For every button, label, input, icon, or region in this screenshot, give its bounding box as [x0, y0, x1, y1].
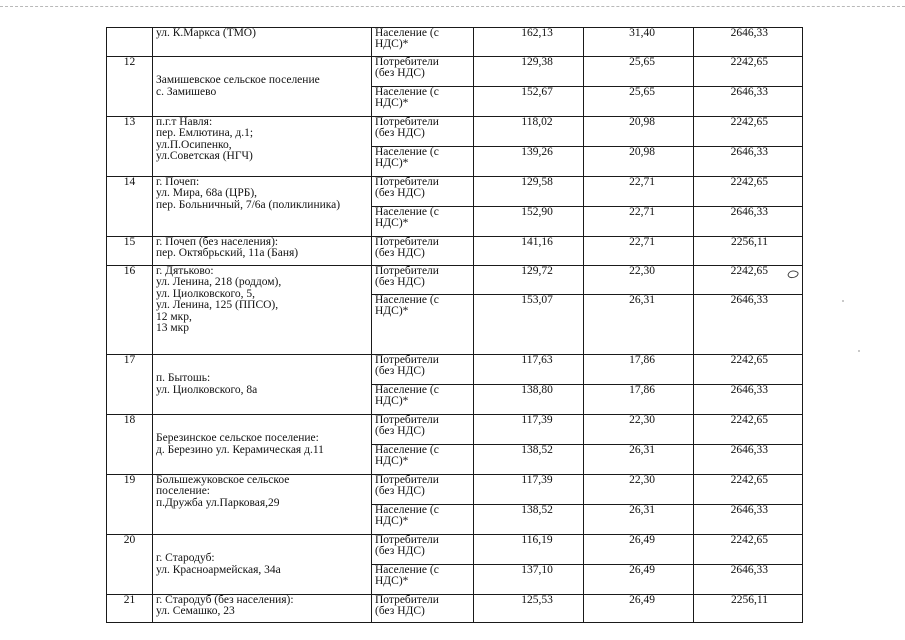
tariff-value-1: 117,39 — [474, 475, 584, 505]
page-top-edge — [0, 6, 905, 7]
tariff-value-3: 2242,65 — [694, 117, 803, 147]
tariff-value-1: 152,90 — [474, 207, 584, 237]
consumer-category — [372, 565, 474, 595]
address-line: ул.П.Осипенко, — [156, 138, 232, 151]
tariff-value-2: 22,71 — [584, 237, 694, 266]
address-line: п.Дружба ул.Парковая,29 — [156, 496, 280, 509]
tariff-value-1: 153,07 — [474, 295, 584, 355]
category-line: Потребители — [375, 176, 439, 188]
tariff-value-2: 25,65 — [584, 57, 694, 87]
tariff-value-3: 2646,33 — [694, 565, 803, 595]
table-row — [107, 28, 803, 57]
category-line: (без НДС) — [375, 605, 425, 618]
category-line: (без НДС) — [375, 247, 425, 260]
row-number — [107, 28, 153, 57]
table-row — [107, 237, 803, 266]
tariff-value-1: 125,53 — [474, 595, 584, 623]
consumer-category — [372, 445, 474, 475]
tariff-value-3: 2242,65 — [694, 475, 803, 505]
address-line: г. Дятьково: — [156, 265, 214, 277]
row-number: 17 — [107, 355, 153, 415]
row-number: 20 — [107, 535, 153, 595]
category-line: Потребители — [375, 265, 439, 277]
category-line: НДС)* — [375, 38, 409, 51]
table-row — [107, 57, 803, 87]
consumer-category — [372, 266, 474, 295]
address-line: поселение: — [156, 485, 210, 498]
tariff-value-2: 26,31 — [584, 295, 694, 355]
category-line: Потребители — [375, 56, 439, 68]
consumer-category — [372, 355, 474, 385]
tariff-value-3: 2242,65 — [694, 355, 803, 385]
category-line: НДС)* — [375, 455, 409, 468]
row-number: 16 — [107, 266, 153, 355]
tariff-value-3: 2646,33 — [694, 295, 803, 355]
category-line: (без НДС) — [375, 485, 425, 498]
table-row — [107, 475, 803, 505]
consumer-category — [372, 475, 474, 505]
category-line: Потребители — [375, 236, 439, 248]
table-row — [107, 266, 803, 295]
category-line: Население (с — [375, 27, 439, 39]
address-cell — [153, 266, 372, 355]
row-number: 12 — [107, 57, 153, 117]
tariff-value-3: 2242,65 — [694, 535, 803, 565]
tariff-value-3: 2242,65 — [694, 415, 803, 445]
tariff-value-1: 117,63 — [474, 355, 584, 385]
address-cell — [153, 177, 372, 237]
consumer-category — [372, 237, 474, 266]
address-cell — [153, 117, 372, 177]
tariff-value-1: 117,39 — [474, 415, 584, 445]
address-cell — [153, 57, 372, 117]
category-line: Потребители — [375, 474, 439, 486]
tariff-value-3: 2256,11 — [694, 595, 803, 623]
tariff-value-2: 20,98 — [584, 117, 694, 147]
category-line: НДС)* — [375, 305, 409, 318]
table-row — [107, 117, 803, 147]
tariff-value-2: 22,71 — [584, 207, 694, 237]
tariff-value-3: 2646,33 — [694, 207, 803, 237]
address-line: пер. Октябрьский, 11а (Баня) — [156, 247, 299, 260]
address-line: ул. Ленина, 125 (ППСО), — [156, 299, 279, 312]
address-line: ул. К.Маркса (ТМО) — [156, 27, 256, 39]
tariff-value-3: 2242,65 — [694, 57, 803, 87]
address-cell — [153, 28, 372, 57]
category-line: НДС)* — [375, 157, 409, 170]
tariff-value-1: 129,38 — [474, 57, 584, 87]
address-line: ул. Мира, 68а (ЦРБ), — [156, 187, 258, 200]
tariff-value-1: 162,13 — [474, 28, 584, 57]
table-row — [107, 355, 803, 385]
tariff-value-2: 22,30 — [584, 415, 694, 445]
tariff-value-1: 139,26 — [474, 147, 584, 177]
category-line: Население (с — [375, 564, 439, 576]
tariff-table-body — [107, 28, 803, 623]
address-line: г. Стародуб (без населения): — [156, 594, 294, 606]
table-row — [107, 177, 803, 207]
tariff-value-2: 26,49 — [584, 535, 694, 565]
tariff-value-1: 138,52 — [474, 505, 584, 535]
address-line: ул. Красноармейская, 34а — [156, 563, 281, 576]
row-number: 21 — [107, 595, 153, 623]
row-number: 18 — [107, 415, 153, 475]
tariff-value-3: 2646,33 — [694, 385, 803, 415]
category-line: Потребители — [375, 414, 439, 426]
address-line: ул. Циолковского, 8а — [156, 383, 258, 396]
category-line: НДС)* — [375, 97, 409, 110]
tariff-value-1: 141,16 — [474, 237, 584, 266]
tariff-value-3: 2646,33 — [694, 147, 803, 177]
address-cell — [153, 415, 372, 475]
category-line: Потребители — [375, 116, 439, 128]
category-line: (без НДС) — [375, 127, 425, 140]
category-line: (без НДС) — [375, 187, 425, 200]
category-line: Потребители — [375, 594, 439, 606]
table-row — [107, 595, 803, 623]
address-line: пер. Емлютина, д.1; — [156, 127, 254, 140]
consumer-category — [372, 505, 474, 535]
consumer-category — [372, 117, 474, 147]
tariff-value-2: 17,86 — [584, 385, 694, 415]
tariff-value-3: 2646,33 — [694, 505, 803, 535]
tariff-value-1: 129,58 — [474, 177, 584, 207]
address-line: с. Замишево — [156, 85, 217, 98]
address-line: г. Почеп: — [156, 176, 200, 188]
consumer-category — [372, 57, 474, 87]
tariff-value-2: 22,30 — [584, 266, 694, 295]
scan-speck — [842, 300, 844, 302]
row-number: 19 — [107, 475, 153, 535]
tariff-value-2: 22,30 — [584, 475, 694, 505]
address-line: ул. Ленина, 218 (роддом), — [156, 276, 282, 289]
address-cell — [153, 355, 372, 415]
tariff-value-1: 118,02 — [474, 117, 584, 147]
consumer-category — [372, 385, 474, 415]
tariff-value-2: 26,49 — [584, 565, 694, 595]
address-cell — [153, 595, 372, 623]
tariff-value-3: 2242,65 — [694, 177, 803, 207]
category-line: Потребители — [375, 534, 439, 546]
consumer-category — [372, 415, 474, 445]
tariff-value-1: 129,72 — [474, 266, 584, 295]
address-cell — [153, 237, 372, 266]
category-line: НДС)* — [375, 515, 409, 528]
table-row — [107, 415, 803, 445]
margin-pen-mark-icon — [787, 269, 799, 279]
category-line: НДС)* — [375, 395, 409, 408]
consumer-category — [372, 207, 474, 237]
address-line: пер. Больничный, 7/6а (поликлиника) — [156, 198, 341, 211]
tariff-value-2: 25,65 — [584, 87, 694, 117]
tariff-value-2: 26,31 — [584, 445, 694, 475]
tariff-value-1: 152,67 — [474, 87, 584, 117]
tariff-value-3: 2242,65 — [694, 266, 803, 295]
consumer-category — [372, 87, 474, 117]
tariff-value-1: 116,19 — [474, 535, 584, 565]
address-line: ул. Циолковского, 5, — [156, 287, 256, 300]
tariff-value-2: 20,98 — [584, 147, 694, 177]
category-line: (без НДС) — [375, 67, 425, 80]
category-line: (без НДС) — [375, 365, 425, 378]
address-line: Березинское сельское поселение: — [156, 432, 319, 445]
address-line: ул.Советская (НГЧ) — [156, 150, 253, 163]
tariff-value-1: 137,10 — [474, 565, 584, 595]
consumer-category — [372, 147, 474, 177]
category-line: НДС)* — [375, 575, 409, 588]
tariff-value-2: 26,49 — [584, 595, 694, 623]
tariff-value-3: 2646,33 — [694, 87, 803, 117]
category-line: Население (с — [375, 206, 439, 218]
address-line: ул. Семашко, 23 — [156, 605, 235, 618]
scan-speck — [858, 350, 860, 352]
tariff-value-3: 2646,33 — [694, 28, 803, 57]
tariff-value-2: 31,40 — [584, 28, 694, 57]
tariff-value-3: 2256,11 — [694, 237, 803, 266]
address-cell — [153, 475, 372, 535]
address-cell — [153, 535, 372, 595]
tariff-value-1: 138,52 — [474, 445, 584, 475]
address-line: п.г.т Навля: — [156, 116, 213, 128]
address-line: г. Стародуб: — [156, 552, 215, 565]
category-line: Население (с — [375, 504, 439, 516]
address-line: Замишевское сельское поселение — [156, 74, 320, 87]
address-line: 12 мкр, — [156, 310, 192, 323]
category-line: Население (с — [375, 384, 439, 396]
tariff-value-2: 26,31 — [584, 505, 694, 535]
consumer-category — [372, 595, 474, 623]
category-line: (без НДС) — [375, 425, 425, 438]
category-line: Население (с — [375, 294, 439, 306]
tariff-table — [106, 27, 803, 623]
category-line: Население (с — [375, 86, 439, 98]
address-line: 13 мкр — [156, 322, 189, 335]
row-number: 14 — [107, 177, 153, 237]
category-line: Население (с — [375, 444, 439, 456]
category-line: (без НДС) — [375, 276, 425, 289]
category-line: Население (с — [375, 146, 439, 158]
row-number: 13 — [107, 117, 153, 177]
consumer-category — [372, 177, 474, 207]
category-line: (без НДС) — [375, 545, 425, 558]
consumer-category — [372, 28, 474, 57]
address-line: Большежуковское сельское — [156, 474, 290, 486]
tariff-value-2: 22,71 — [584, 177, 694, 207]
address-line: п. Бытошь: — [156, 372, 211, 385]
address-line: д. Березино ул. Керамическая д.11 — [156, 443, 324, 456]
tariff-value-1: 138,80 — [474, 385, 584, 415]
consumer-category — [372, 295, 474, 355]
row-number: 15 — [107, 237, 153, 266]
tariff-value-3: 2646,33 — [694, 445, 803, 475]
tariff-value-2: 17,86 — [584, 355, 694, 385]
table-row — [107, 535, 803, 565]
address-line: г. Почеп (без населения): — [156, 236, 279, 248]
category-line: НДС)* — [375, 217, 409, 230]
category-line: Потребители — [375, 354, 439, 366]
consumer-category — [372, 535, 474, 565]
